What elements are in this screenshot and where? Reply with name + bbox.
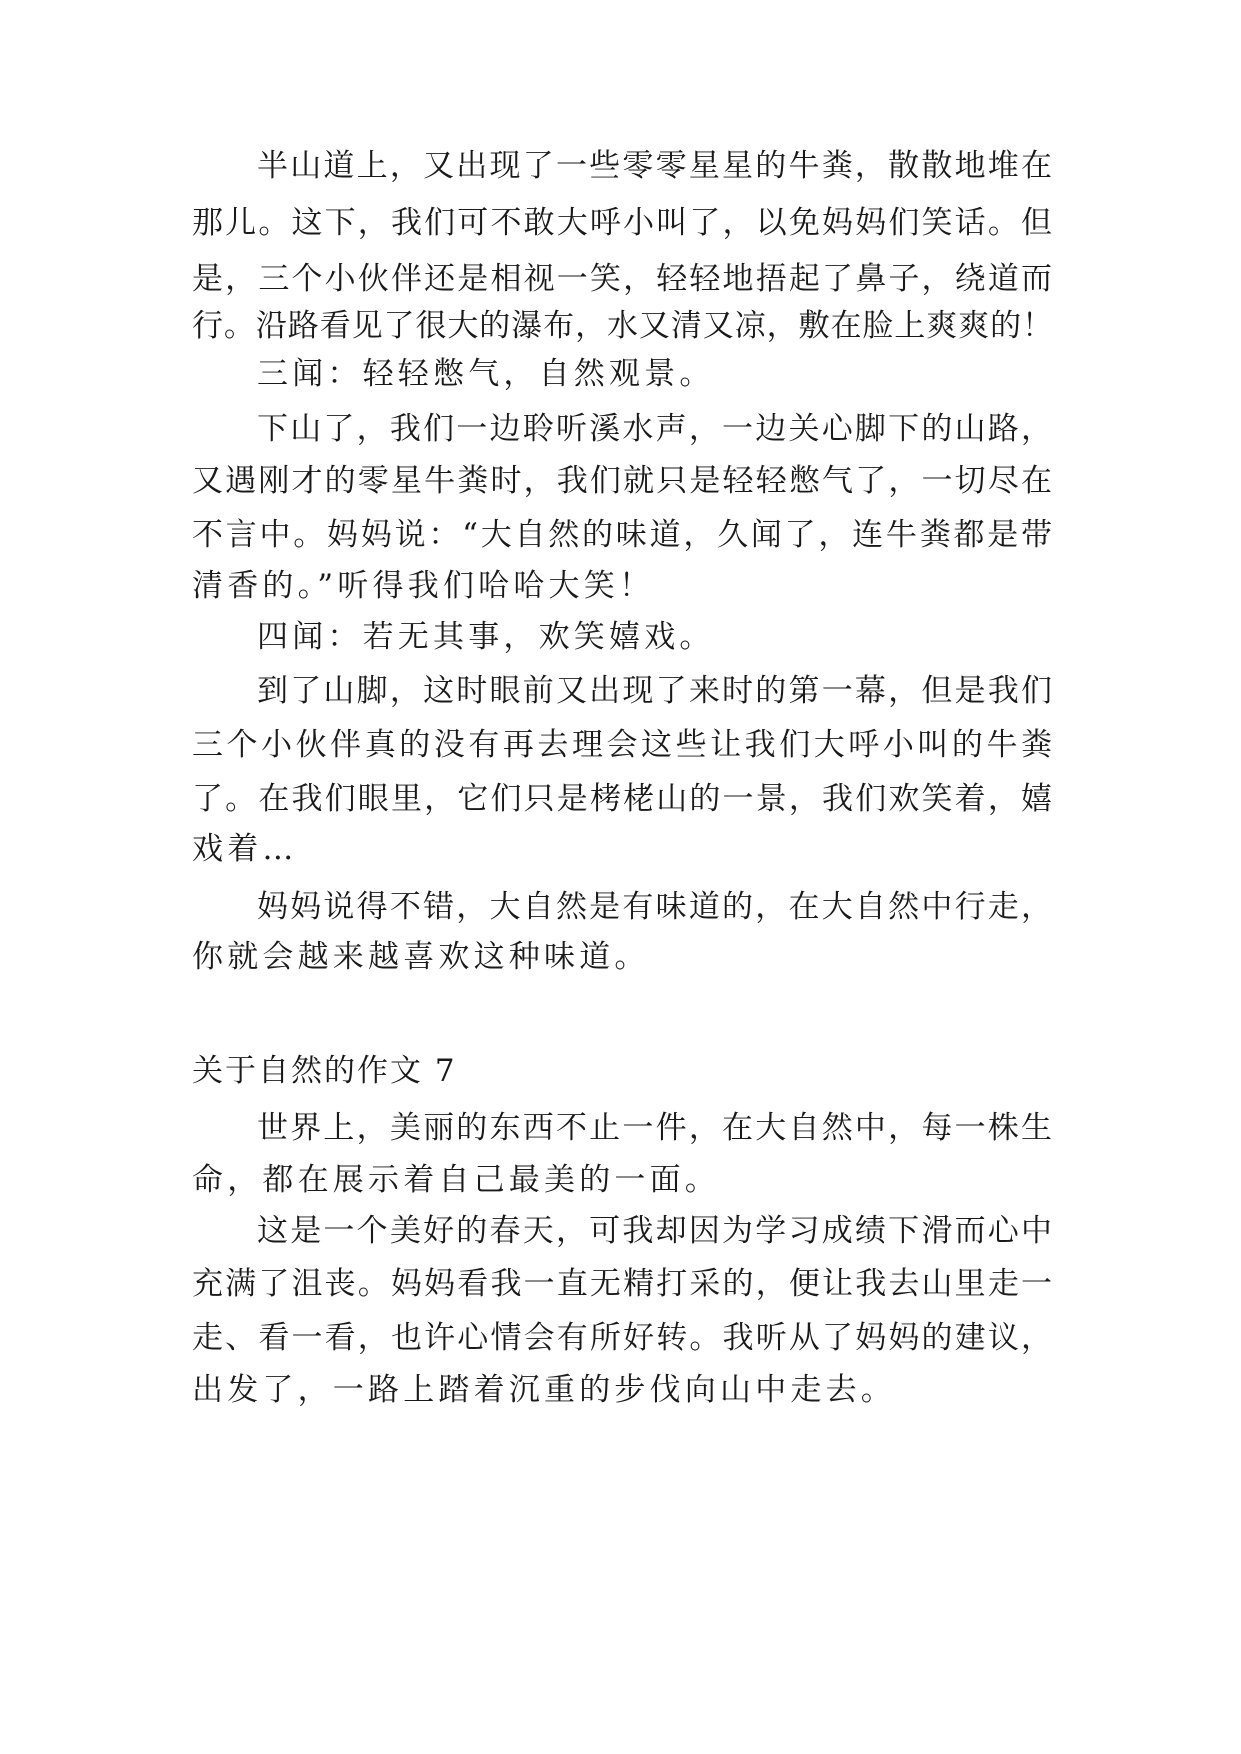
subheading: 三闻：轻轻憋气，自然观景。 [257,356,715,392]
paragraph-line: 妈妈说得不错，大自然是有味道的，在大自然中行走， [257,889,1052,925]
paragraph-line: 你就会越来越喜欢这种味道。 [192,939,650,975]
paragraph-line: 戏着… [192,831,298,867]
paragraph-line: 又遇刚才的零星牛粪时，我们就只是轻轻憋气了，一切尽在 [192,463,1052,499]
paragraph-line: 半山道上，又出现了一些零零星星的牛粪，散散地堆在 [257,148,1052,184]
paragraph-line: 行。沿路看见了很大的瀑布，水又清又凉，敷在脸上爽爽的！ [192,308,1052,344]
paragraph-line: 命，都在展示着自己最美的一面。 [192,1162,720,1198]
section-title: 关于自然的作文 7 [192,1053,457,1089]
paragraph-line: 三个小伙伴真的没有再去理会这些让我们大呼小叫的牛粪 [192,727,1052,763]
paragraph-line: 出发了，一路上踏着沉重的步伐向山中走去。 [192,1372,896,1408]
paragraph-line: 是，三个小伙伴还是相视一笑，轻轻地捂起了鼻子，绕道而 [192,261,1052,297]
subheading: 四闻：若无其事，欢笑嬉戏。 [257,619,715,655]
paragraph-line: 了。在我们眼里，它们只是栲栳山的一景，我们欢笑着，嬉 [192,781,1052,817]
paragraph-line: 不言中。妈妈说：“大自然的味道，久闻了，连牛粪都是带 [192,517,1052,553]
paragraph-line: 世界上，美丽的东西不止一件，在大自然中，每一株生 [257,1110,1052,1146]
paragraph-line: 走、看一看，也许心情会有所好转。我听从了妈妈的建议， [192,1320,1052,1356]
paragraph-line: 下山了，我们一边聆听溪水声，一边关心脚下的山路， [257,411,1052,447]
paragraph-line: 清香的。”听得我们哈哈大笑！ [192,568,655,604]
paragraph-line: 到了山脚，这时眼前又出现了来时的第一幕，但是我们 [257,673,1052,709]
paragraph-line: 那儿。这下，我们可不敢大呼小叫了，以免妈妈们笑话。但 [192,205,1052,241]
paragraph-line: 充满了沮丧。妈妈看我一直无精打采的，便让我去山里走一 [192,1266,1052,1302]
paragraph-line: 这是一个美好的春天，可我却因为学习成绩下滑而心中 [257,1213,1052,1249]
